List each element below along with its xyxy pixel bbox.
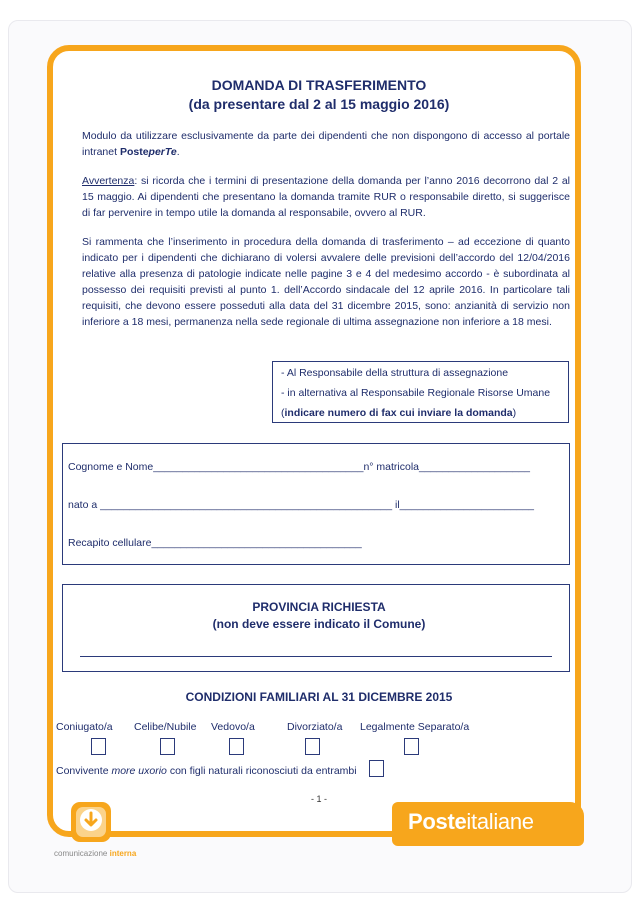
reminder-paragraph: Si rammenta che l’inserimento in procedura della domanda di trasferimento – ad eccezione di quanto indicato per i dipendenti che dichiarano di volersi avvalere delle previsioni dell’accordo del 12/04/2016 relative alla presenza di patologie indicate nelle pagine 3 e 4 del medesimo accordo - è subordinata al possesso dei requisiti previsti al punto 1. dell’Accordo sindacale del 12 aprile 2016. In particolare tali requisiti, che devono essere posseduti alla data del 31 dicembre 2015, sono: anzianità di servizio non inferiore a 18 mesi, permanenza nella sede regionale di ultima assegnazione non inferiore a 18 mesi.: [82, 236, 570, 328]
poste-logo-icon: [69, 800, 113, 844]
family-title: CONDIZIONI FAMILIARI AL 31 DICEMBRE 2015: [185, 690, 453, 704]
recipient-fax-note: indicare numero di fax cui inviare la domanda: [284, 407, 513, 419]
warning-paragraph: [82, 173, 570, 221]
recipient-line-3: [281, 403, 568, 423]
checkbox-separato[interactable]: [404, 738, 419, 755]
province-title: PROVINCIA RICHIESTA: [252, 600, 386, 614]
recipient-line-2: - in alternativa al Responsabile Regionale Risorse Umane: [281, 387, 551, 399]
checkbox-celibe[interactable]: [160, 738, 175, 755]
option-celibe: Celibe/Nubile: [134, 721, 197, 733]
department-prefix: comunicazione: [54, 849, 110, 858]
warning-label: Avvertenza: [82, 175, 135, 187]
phone-field[interactable]: Recapito cellulare____________________________________: [68, 537, 362, 549]
surname-field[interactable]: [68, 461, 530, 473]
warning-text: : si ricorda che i termini di presentazione della domanda per l’anno 2016 decorrono dal 2 al 15 maggio. Ai dipendenti che presentano la domanda tramite RUR o responsabile diretto, si suggerisce di far pervenire in tempo utile la domanda al responsabile, ovvero al RUR.: [82, 175, 570, 219]
cohabitant-label: [56, 765, 357, 777]
recipient-line-1: - Al Responsabile della struttura di assegnazione: [281, 367, 509, 379]
surname-label: Cognome e Nome____________________________________: [68, 461, 364, 473]
matricola-field[interactable]: n° matricola___________________: [363, 461, 530, 473]
birthplace-label: nato a __________________________________________________: [68, 499, 393, 511]
intro-end: .: [176, 146, 180, 158]
posteitaliane-logo-text: [408, 809, 534, 835]
checkbox-convivente[interactable]: [369, 760, 384, 777]
department-bold: interna: [109, 849, 137, 858]
orange-border-frame: [47, 45, 581, 837]
document-subtitle: (da presentare dal 2 al 15 maggio 2016): [188, 96, 450, 112]
cohabitant-italic: more uxorio: [111, 765, 167, 777]
checkbox-divorziato[interactable]: [305, 738, 320, 755]
logo-rest: italiane: [466, 809, 534, 834]
checkbox-vedovo[interactable]: [229, 738, 244, 755]
option-vedovo: Vedovo/a: [211, 721, 255, 733]
page-number: - 1 -: [310, 794, 327, 804]
document-title: DOMANDA DI TRASFERIMENTO: [211, 77, 427, 93]
logo-bold: Poste: [408, 809, 467, 834]
checkbox-coniugato[interactable]: [91, 738, 106, 755]
province-subtitle: (non deve essere indicato il Comune): [212, 617, 426, 631]
birthplace-field[interactable]: [68, 499, 534, 511]
cohabitant-pre: Convivente: [56, 765, 112, 777]
intro-text: Modulo da utilizzare esclusivamente da parte dei dipendenti che non dispongono di accesso al portale intranet: [82, 130, 570, 158]
recipient-paren-open: (: [281, 407, 285, 419]
intro-brand-bold: Poste: [119, 146, 149, 158]
department-label: [54, 849, 136, 858]
option-divorziato: Divorziato/a: [287, 721, 343, 733]
intro-paragraph: [82, 128, 570, 160]
option-separato: Legalmente Separato/a: [360, 721, 470, 733]
recipient-paren-close: ): [512, 407, 517, 419]
option-coniugato: Coniugato/a: [56, 721, 113, 733]
birthdate-field[interactable]: il_______________________: [395, 499, 534, 511]
intro-brand-italic: perTe: [148, 146, 177, 158]
recipient-box: [272, 361, 569, 423]
province-input-line[interactable]: [80, 656, 552, 657]
cohabitant-post: con figli naturali riconosciuti da entrambi: [166, 765, 357, 777]
